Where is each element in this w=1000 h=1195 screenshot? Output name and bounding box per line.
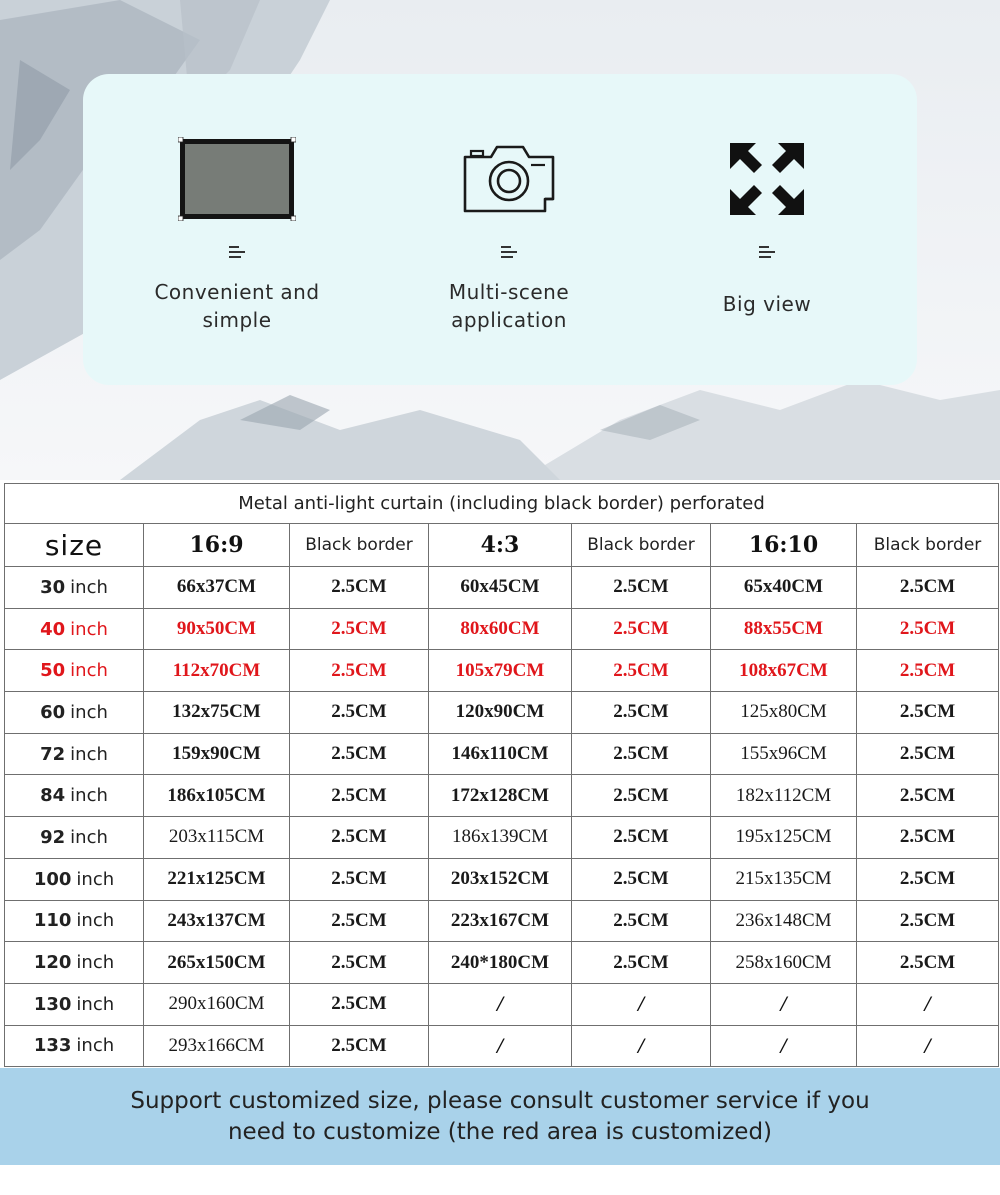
dimension-cell: 240*180CM (429, 942, 572, 984)
dimension-cell: 223x167CM (429, 900, 572, 942)
size-value: 92 (40, 826, 66, 848)
table-row (5, 817, 999, 859)
size-value: 30 (40, 576, 66, 598)
header-black-border: Black border (290, 524, 429, 567)
table-caption-row (5, 484, 999, 524)
border-cell: 2.5CM (290, 567, 429, 609)
dimension-cell: / (429, 1025, 572, 1067)
feature-label: Multi-scene application (448, 280, 570, 332)
size-value: 120 (33, 952, 72, 974)
border-cell: 2.5CM (572, 858, 711, 900)
border-cell: 2.5CM (572, 817, 711, 859)
dimension-cell: 215x135CM (711, 858, 857, 900)
size-unit: inch (76, 993, 115, 1015)
size-unit: inch (70, 743, 108, 765)
border-cell: / (572, 983, 711, 1025)
border-cell: 2.5CM (290, 817, 429, 859)
size-unit: inch (70, 618, 108, 640)
dimension-cell: 159x90CM (144, 733, 290, 775)
size-unit: inch (70, 826, 108, 848)
border-cell: 2.5CM (290, 900, 429, 942)
dimension-cell: 186x139CM (429, 817, 572, 859)
dimension-cell: 108x67CM (711, 650, 857, 692)
border-cell: 2.5CM (857, 942, 999, 984)
table-row (5, 775, 999, 817)
border-cell: 2.5CM (290, 650, 429, 692)
border-cell: 2.5CM (572, 942, 711, 984)
size-cell (5, 775, 144, 817)
dimension-cell: 146x110CM (429, 733, 572, 775)
size-value: 133 (33, 1035, 72, 1057)
dimension-cell: 203x115CM (144, 817, 290, 859)
border-cell: 2.5CM (857, 650, 999, 692)
header-black-border: Black border (572, 524, 711, 567)
size-value: 110 (33, 910, 72, 932)
size-cell (5, 858, 144, 900)
dimension-cell: 88x55CM (711, 608, 857, 650)
size-value: 130 (33, 993, 72, 1015)
border-cell: / (857, 1025, 999, 1067)
feature-multi-scene (389, 134, 629, 334)
size-unit: inch (70, 660, 108, 682)
table-body (5, 567, 999, 1067)
dimension-cell: 243x137CM (144, 900, 290, 942)
table-row (5, 567, 999, 609)
table-row (5, 1025, 999, 1067)
size-value: 40 (40, 618, 66, 640)
expand-arrows-icon (728, 141, 806, 217)
size-unit: inch (70, 576, 108, 598)
border-cell: 2.5CM (857, 608, 999, 650)
border-cell: / (572, 1025, 711, 1067)
size-unit: inch (76, 1035, 115, 1057)
table-row (5, 983, 999, 1025)
header-ratio-4-3: 4:3 (429, 524, 572, 567)
size-cell (5, 983, 144, 1025)
border-cell: 2.5CM (857, 858, 999, 900)
border-cell: 2.5CM (572, 733, 711, 775)
border-cell: 2.5CM (290, 692, 429, 734)
header-ratio-16-9: 16:9 (144, 524, 290, 567)
camera-icon (461, 143, 557, 215)
table-row (5, 692, 999, 734)
dimension-cell: 125x80CM (711, 692, 857, 734)
border-cell: 2.5CM (290, 858, 429, 900)
border-cell: 2.5CM (857, 567, 999, 609)
header-size: size (5, 524, 144, 567)
dimension-cell: / (429, 983, 572, 1025)
dimension-cell: 65x40CM (711, 567, 857, 609)
border-cell: 2.5CM (290, 983, 429, 1025)
size-unit: inch (76, 868, 115, 890)
table-row (5, 733, 999, 775)
dimension-cell: 258x160CM (711, 942, 857, 984)
screen-frame-icon (178, 137, 296, 221)
border-cell: 2.5CM (572, 692, 711, 734)
banner-text-line-1: Support customized size, please consult customer service if you (130, 1087, 870, 1114)
border-cell: 2.5CM (857, 692, 999, 734)
header-black-border: Black border (857, 524, 999, 567)
border-cell: 2.5CM (290, 942, 429, 984)
header-ratio-16-10: 16:10 (711, 524, 857, 567)
border-cell: 2.5CM (572, 608, 711, 650)
size-cell (5, 900, 144, 942)
hero-section (0, 0, 1000, 480)
table-header-row (5, 524, 999, 567)
dimension-cell: 80x60CM (429, 608, 572, 650)
size-value: 72 (40, 743, 66, 765)
size-unit: inch (70, 785, 108, 807)
table-row (5, 942, 999, 984)
dimension-cell: 172x128CM (429, 775, 572, 817)
dimension-cell: 293x166CM (144, 1025, 290, 1067)
dimension-cell: 221x125CM (144, 858, 290, 900)
feature-card (83, 74, 917, 385)
dimension-cell: 236x148CM (711, 900, 857, 942)
size-cell (5, 567, 144, 609)
border-cell: 2.5CM (290, 733, 429, 775)
table-row (5, 900, 999, 942)
dimension-cell: 195x125CM (711, 817, 857, 859)
border-cell: 2.5CM (572, 900, 711, 942)
size-value: 60 (40, 701, 66, 723)
feature-label: Convenient and simple (154, 280, 320, 332)
dimension-cell: 105x79CM (429, 650, 572, 692)
size-cell (5, 733, 144, 775)
feature-convenient (117, 134, 357, 334)
dimension-cell: 66x37CM (144, 567, 290, 609)
size-cell (5, 608, 144, 650)
border-cell: 2.5CM (290, 608, 429, 650)
dimension-cell: 290x160CM (144, 983, 290, 1025)
size-cell (5, 817, 144, 859)
border-cell: 2.5CM (572, 775, 711, 817)
dimension-cell: 112x70CM (144, 650, 290, 692)
dimension-cell: / (711, 983, 857, 1025)
size-value: 100 (33, 868, 72, 890)
feature-big-view (647, 134, 887, 318)
size-cell (5, 942, 144, 984)
size-value: 50 (40, 660, 66, 682)
dimension-cell: 186x105CM (144, 775, 290, 817)
dimension-cell: 155x96CM (711, 733, 857, 775)
menu-lines-icon (229, 246, 245, 258)
dimension-cell: 90x50CM (144, 608, 290, 650)
custom-size-banner (0, 1068, 1000, 1165)
border-cell: 2.5CM (290, 1025, 429, 1067)
border-cell: 2.5CM (857, 775, 999, 817)
dimension-cell: 182x112CM (711, 775, 857, 817)
dimension-cell: 120x90CM (429, 692, 572, 734)
size-table (4, 483, 999, 1067)
size-cell (5, 650, 144, 692)
table-caption: Metal anti-light curtain (including black border) perforated (5, 484, 999, 524)
size-unit: inch (76, 952, 115, 974)
dimension-cell: 265x150CM (144, 942, 290, 984)
size-unit: inch (76, 910, 115, 932)
dimension-cell: 60x45CM (429, 567, 572, 609)
border-cell: 2.5CM (572, 650, 711, 692)
border-cell: 2.5CM (857, 817, 999, 859)
size-cell (5, 1025, 144, 1067)
dimension-cell: 203x152CM (429, 858, 572, 900)
size-cell (5, 692, 144, 734)
feature-label: Big view (722, 292, 812, 316)
table-row (5, 608, 999, 650)
size-unit: inch (70, 701, 108, 723)
table-row (5, 858, 999, 900)
border-cell: 2.5CM (290, 775, 429, 817)
size-value: 84 (40, 785, 66, 807)
table-row (5, 650, 999, 692)
border-cell: 2.5CM (857, 733, 999, 775)
border-cell: 2.5CM (572, 567, 711, 609)
dimension-cell: 132x75CM (144, 692, 290, 734)
dimension-cell: / (711, 1025, 857, 1067)
banner-text-line-2: need to customize (the red area is customized) (227, 1118, 773, 1145)
menu-lines-icon (501, 246, 517, 258)
menu-lines-icon (759, 246, 775, 258)
border-cell: 2.5CM (857, 900, 999, 942)
border-cell: / (857, 983, 999, 1025)
